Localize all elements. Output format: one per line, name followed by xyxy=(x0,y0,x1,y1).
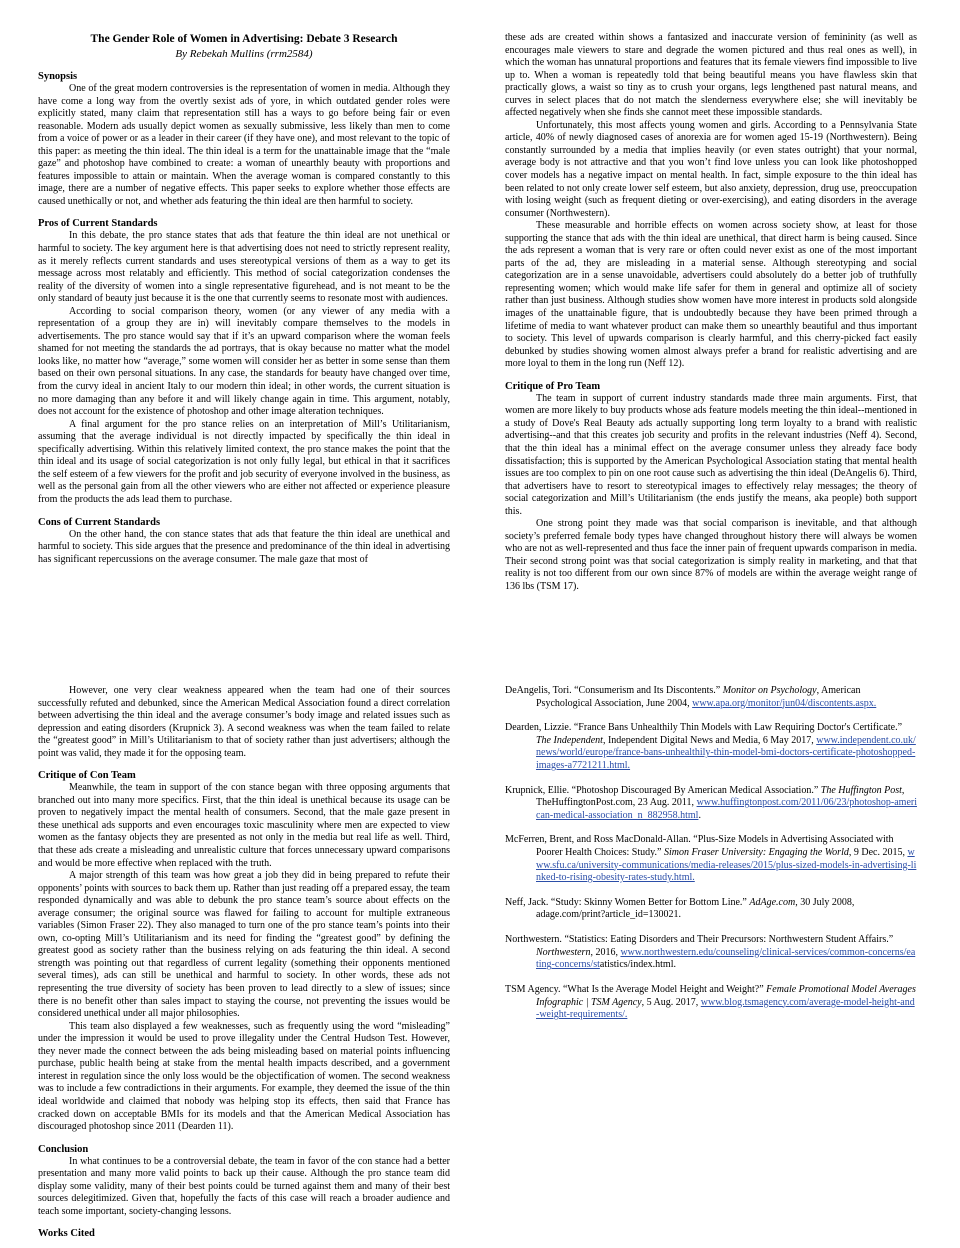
citation-source: AdAge.com xyxy=(749,896,796,908)
paragraph-pros-1: In this debate, the pro stance states that ads that feature the thin ideal are not unethical or harmful to society. The key argument here is that advertising does not need to strictly represent reality, as it merely reflects current standards and uses stereotypical versions of them as a way to get its message across most relatably and efficiently. This method of social categorization condenses the reality of the diversity of women into a single representative figurehead, and is not meant to be the only standard of beauty just because it is the one that currently seems to resonate most with audiences. xyxy=(38,230,450,305)
citation-title: “Photoshop Discouraged By American Medical Association.” xyxy=(571,784,821,796)
heading-critique-con: Critique of Con Team xyxy=(38,770,136,782)
citation-title: “France Bans Unhealthily Thin Models with Law Requiring Doctor's Certificate.” xyxy=(573,722,903,734)
citation-source: The Huffington Post xyxy=(820,784,902,796)
citation-mcferren xyxy=(505,834,917,884)
heading-critique-pro: Critique of Pro Team xyxy=(505,380,601,392)
citation-neff xyxy=(505,897,917,922)
citation-author: DeAngelis, Tori. xyxy=(505,685,575,696)
heading-cons: Cons of Current Standards xyxy=(38,516,161,528)
paragraph-pros-3: A final argument for the pro stance relies on an interpretation of Mill’s Utilitarianism, assuming that the average individual is not directly impacted by specifically the thin ideal in specifically advertising. Within this relatively limited context, the pro stance makes the point that the thin ideal and its usage of social categorization is not only fully legal, but ethical in that it sacrifices the self esteem of a few viewers for the profit and job security of everyone involved in the business, as well as the personal gain from all the other viewers who are either not affected or experience pleasure from the products the ads lead them to purchase. xyxy=(38,418,450,505)
paragraph-synopsis-1: One of the great modern controversies is the representation of women in media. Although they have come a long way from the overtly sexist ads of yore, in which outdated gender roles were explicitly stated, many claim that representation still has a ways to go before being fair or even reasonable. Modern ads usually depict women as sexually submissive, less likely than men to come from a voice of power or as a leader in their career (if they have one), and most relevant to the topic of this paper: as meeting the thin ideal. The thin ideal is a term for the unattainable image that the “male gaze” and photoshop have combined to create: a woman of unearthly beauty with proportions and features impossible to attain or maintain. When the average woman is compared constantly to this image, there are a number of negative effects. This paper seeks to explore whether those effects are caused unethically or not, and whether ads featuring the thin ideal are then harmful to society. xyxy=(38,83,450,207)
citation-source: The Independent xyxy=(536,734,603,746)
paragraph-cons-3: These measurable and horrible effects on women across society show, at least for those supporting the stance that ads with the thin ideal are unethical, that direct harm is being caused. Since the ads represent a woman that is very rare or often could never exist as one of the most important parts of the ad, they are misleading in a material sense. Although stereotyping and social categorization are in a sense unavoidable, advertisers could absolutely do a better job of truthfully representing women; which would make life safer for them in general and optimize all of society rather than just business. Although studies show women have more interest in products sold alongside images of the unattainable figure, that is undoubtedly because they have been primed through a lifetime of media to want whatever product can make them so unearthly beautiful and thus important to society. This level of upwards comparison is clearly harmful, and this cherry-picked fact easily debunked by studies showing women almost always prefer a brand for realistic advertising and are more loyal to them in the long run (Neff 12). xyxy=(505,220,917,370)
paragraph-pros-2: According to social comparison theory, women (or any viewer of any media with a representation of a group they are in) will inevitably compare themselves to the models in advertisements. The pro stance would say that if it’s an upward comparison where the woman feels shamed for not meeting the standards the ad portrays, that is okay because no matter what the model looks like, no matter how “average,” some women will consider her as better in some sense than them based on their own personal situations. In any case, the standards for beauty have changed over time, from the curvy ideal in ancient Italy to our modern thin ideal; in other words, the current situation is no more damaging than any before it and will likely change again in time. This argument, notably, does not account for the existence of photoshop and other image alteration techniques. xyxy=(38,305,450,418)
heading-pros: Pros of Current Standards xyxy=(38,218,158,230)
paragraph-critique-con-3: This team also displayed a few weaknesses, such as frequently using the word “misleading” under the impression it would be used to prove illegality under the Central Hudson Test. However, they never made the connect between the ads being misleading based on material points influencing purchase, public health being at stake from the mental health impacts described, and a government interest in regulation since the only loss would be the objectification of women. The second weakness was to include a few contradictions in their arguments. For example, they deemed the issue of the thin ideal worldwide and claimed that nobody was helping stop its effects, then said that France has cracked down on acceptable BMIs for its models and that the American Medical Association has discouraged photoshop since 2011 (Dearden 11). xyxy=(38,1020,450,1133)
page1-left-column xyxy=(38,0,450,594)
citation-url-link[interactable]: www.sfu.ca/university-communications/media-releases/2015/plus-sized-models-in-advertising-linked-to-rising-obesity-rates-study.html. xyxy=(536,847,917,884)
document-page-1 xyxy=(0,0,960,594)
citation-author: Dearden, Lizzie. xyxy=(505,722,574,734)
citation-url-link[interactable]: www.blog.tsmagency.com/average-model-height-and-weight-requirements/. xyxy=(536,996,915,1021)
paragraph-cons-2: Unfortunately, this most affects young women and girls. According to a Pennsylvania State article, 40% of newly diagnosed cases of anorexia are for women aged 15-19 (Northwestern). Being constantly surrounded by a media that implies heavily (or even states outright) that your normal, average body is not attractive and that you won’t find love unless you can look like photoshopped cover models has a negative impact on mental health. In fact, simple exposure to the thin ideal has been related to not only create lower self esteem, but also anxiety, depression, drug use, preoccupation with losing weight (such as frequent dieting or over-exercising), and eating disorders in the average consumer (Northwestern). xyxy=(505,119,917,219)
works-cited-list xyxy=(505,685,917,1022)
citation-url-tail: atistics/index.html. xyxy=(599,959,676,971)
citation-url-tail: . xyxy=(698,809,701,821)
citation-title: “What Is the Average Model Height and Weight?” xyxy=(562,983,767,995)
citation-source: Northwestern xyxy=(536,946,591,958)
page-title: The Gender Role of Women in Advertising: Debate 3 Research xyxy=(90,33,398,45)
citation-publisher: , American Psychological Association, June 2004, xyxy=(536,685,861,709)
paragraph-critique-pro-3: However, one very clear weakness appeared when the team had one of their sources successfully refuted and debunked, since the American Medical Association found a direct correlation between advertising the thin ideal and the average consumer’s body image and related issues such as depression and eating disorders (Krupnick 3). A second weakness was when the team failed to relate the “greatest good” in Mill’s Utilitarianism to that of society rather than just advertisers; although the point was valid, they made it for the opposing team. xyxy=(38,685,450,759)
citation-author: Neff, Jack. xyxy=(505,896,551,908)
citation-url-text: adage.com/print?article_id=130021. xyxy=(536,909,682,921)
citation-author: Northwestern. xyxy=(505,934,565,946)
paragraph-cons-1-continued: these ads are created within shows a fantasized and inaccurate version of femininity (as well as encourages male viewers to stare and degrade the women pictured and thus real ones as well), in which the woman has unnatural proportions and features that its female viewers find impossible to live up to. When a woman is repeatedly told that being beautiful means you have flawless skin that practically glows, a waist so tiny as to crush your organs, legs lengthened past natural means, and curves in select places that do not match the slenderness everywhere else; she will inevitably be affected negatively when she finds she cannot meet these impossible standards. xyxy=(505,32,917,119)
citation-publisher: , TheHuffingtonPost.com, 23 Aug. 2011, xyxy=(536,784,905,809)
paragraph-critique-pro-1: The team in support of current industry standards made three main arguments. First, that women are more likely to buy products whose ads feature models meeting the thin ideal--mentioned in a study of Dove's Real Beauty ads actually supporting long term loyalty to a brand with realistic advertising--and that this creates job security and profits in the relevant industries (Neff 4). Second, that the thin ideal has a minimal effect on the average consumer unless they already face body dissatisfaction; this is supported by the American Psychological Association stating that mental health issues are too complex to pin on one root cause such as advertising the thin ideal (DeAngelis 6). Third, that advertisers have to resort to stereotypical images to effectively relay messages; the theory of social categorization and Mill’s Utilitarianism (the ends justify the means, aka people) both support this. xyxy=(505,392,917,517)
citation-deangelis xyxy=(505,685,917,710)
page2-right-column xyxy=(505,652,917,1240)
heading-works-cited: Works Cited xyxy=(38,1228,95,1240)
citation-publisher: , 5 Aug. 2017, xyxy=(641,996,701,1008)
citation-source: Simon Fraser University: Engaging the World xyxy=(663,847,849,859)
citation-url-link[interactable]: www.apa.org/monitor/jun04/discontents.aspx. xyxy=(692,697,877,709)
page1-right-column xyxy=(505,0,917,594)
citation-title: “Consumerism and Its Discontents.” xyxy=(574,685,723,696)
citation-publisher: , 2016, xyxy=(590,946,621,958)
citation-publisher: , 9 Dec. 2015, xyxy=(848,847,908,859)
paragraph-critique-con-1: Meanwhile, the team in support of the con stance began with three opposing arguments that branched out into many more specifics. First, that the thin ideal is unethical because its usage can be proven to negatively impact the mental health of consumers. Second, that the male gaze present in these unethical ads supports and even encourages toxic masculinity where men are expected to view women as the fantasy objects they are presented as not only in the media but real life as well. Third, that these ads create a misleading and unrealistic culture that forces unnecessary upward comparisons and would be more effective when replaced with the truth. xyxy=(38,782,450,869)
citation-source: Female Promotional Model Averages Infographic | TSM Agency xyxy=(536,983,916,1008)
citation-author: TSM Agency. xyxy=(505,983,563,995)
citation-author: McFerren, Brent, and Ross MacDonald-Allan. xyxy=(505,834,694,846)
paragraph-critique-pro-2: One strong point they made was that social comparison is inevitable, and that although society’s preferred female body types have changed throughout history there will always be women who are not as well-represented and thus face the inner pain of frequent upwards comparison in media. Their second strong point was that social categorization is simply reality in marketing, and that that reality is not too different from our own since 87% of models are within the average weight range of 136 lbs (TSM 17). xyxy=(505,518,917,592)
document-page-2 xyxy=(0,652,960,1240)
citation-publisher: , Independent Digital News and Media, 6 May 2017, xyxy=(602,734,817,746)
paragraph-cons-1: On the other hand, the con stance states that ads that feature the thin ideal are unethical and harmful to society. This side argues that the presence and predominance of the thin ideal in advertising has significant repercussions on the average consumer. The male gaze that most of xyxy=(38,528,450,565)
citation-title: “Statistics: Eating Disorders and Their Precursors: Northwestern Student Affairs.” xyxy=(564,934,894,946)
paragraph-conclusion-1: In what continues to be a controversial debate, the team in favor of the con stance had a better presentation and many more valid points to back up their cause. Although the pro stance team did display some validity, many of their best points could be turned against them and many of their best sources delegitimized. Given that, hopefully the facts of this case will reach a broader audience and teach some important, society-changing lessons. xyxy=(38,1155,450,1217)
paragraph-critique-con-2: A major strength of this team was how great a job they did in being prepared to refute their opponents’ points with sources to back them up. Rather than just reading off a prepared essay, the team responded dynamically and was able to debunk the pro stance team’s source about effects on the average consumer; the original source was flawed for failing to account for multiple extraneous variables (Simon Fraser 22). They also managed to turn one of the pro stance team’s points into their own, co-opting Mill’s Utilitarianism and its need for finding the “greatest good” by defining the greatest good as society rather than the business relying on ads featuring the thin ideal. A second strength was pointing out that regardless of current legality (something their opponents mentioned several times), ads can still be unethical and harmful to society. In other words, these ads not representing the true diversity of society has been proven to lead directly to a slew of issues; since there is no benefit other than sales impact to staying the course, not preventing the issues would be considered unethical under all major philosophies. xyxy=(38,870,450,1020)
citation-publisher: , 30 July 2008, xyxy=(795,896,855,908)
heading-synopsis: Synopsis xyxy=(38,71,78,82)
citation-url-link[interactable]: www.northwestern.edu/counseling/clinical-services/common-concerns/eating-concerns/st xyxy=(536,946,916,971)
citation-source: Monitor on Psychology xyxy=(722,685,817,696)
citation-url-link[interactable]: www.huffingtonpost.com/2011/06/23/photoshop-american-medical-association_n_882958.html xyxy=(536,797,918,821)
citation-title: “Plus-Size Models in Advertising Associated with Poorer Health Choices: Study.” xyxy=(536,834,894,859)
citation-dearden xyxy=(505,722,917,772)
page2-left-column xyxy=(38,652,450,1240)
citation-tsm xyxy=(505,984,917,1022)
citation-author: Krupnick, Ellie. xyxy=(505,784,572,796)
citation-url-link[interactable]: www.independent.co.uk/news/world/europe/france-bans-unhealthily-thin-model-bmi-doctors-certificate-photoshopped-images-a7721211.html. xyxy=(536,734,916,771)
citation-northwestern xyxy=(505,934,917,972)
citation-krupnick xyxy=(505,785,917,823)
citation-title: “Study: Skinny Women Better for Bottom Line.” xyxy=(550,896,750,908)
document-byline: By Rebekah Mullins (rrm2584) xyxy=(175,48,313,60)
heading-conclusion: Conclusion xyxy=(38,1143,89,1155)
